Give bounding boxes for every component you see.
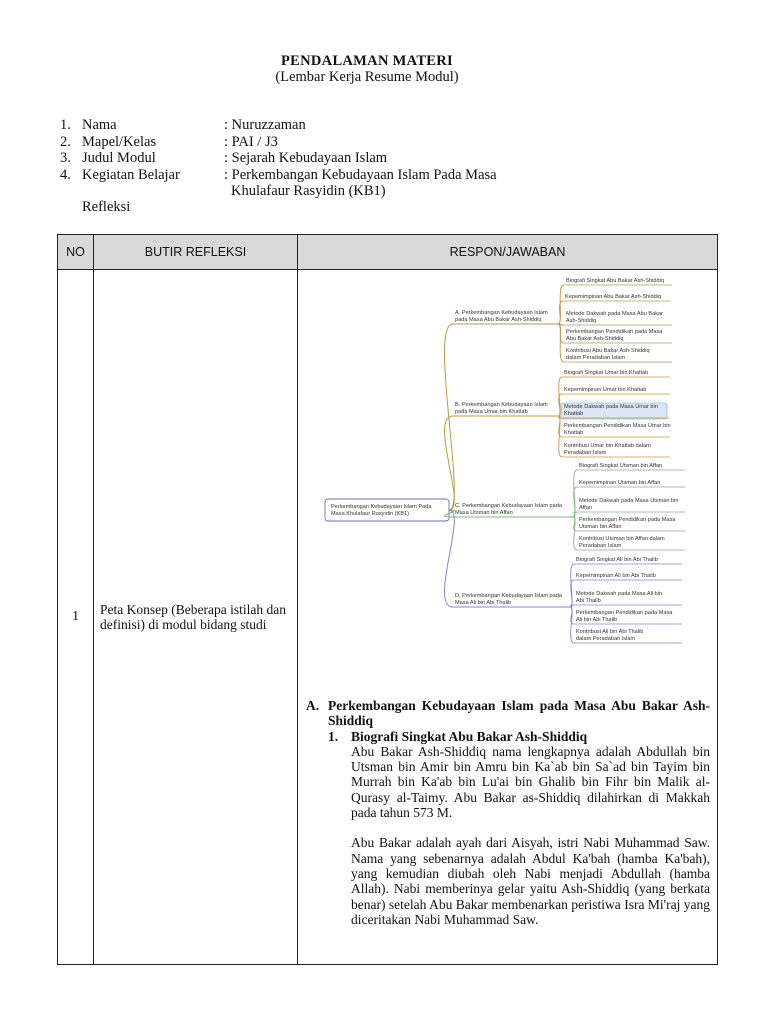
leaf-label: Kontribusi Abu Bakar Ash-Shiddiq dalam Peradaban Islam: [566, 348, 650, 361]
identity-list: [60, 117, 554, 200]
root-node: [325, 499, 449, 521]
section-marker: A.: [306, 698, 320, 713]
subsection-title: Biografi Singkat Abu Bakar Ash-Shiddiq: [351, 728, 588, 744]
subsection-heading: [328, 729, 710, 744]
leaf-label: Perkembangan Pendidikan pada Masa Abu Bakar Ash-Shiddiq: [566, 329, 663, 342]
section-heading: [306, 698, 710, 729]
field-value: [224, 167, 554, 200]
leaf-connector: [558, 285, 564, 324]
header-butir: BUTIR REFLEKSI: [94, 235, 298, 270]
table-row: [58, 270, 718, 965]
field-label: Mapel/Kelas: [82, 133, 157, 150]
identity-row-nama: [60, 117, 554, 134]
refleksi-heading: Refleksi: [82, 199, 131, 215]
leaf-label: Biografi Singkat Ali bin Abi Thalib: [576, 557, 658, 563]
leaf-connector: [558, 324, 564, 343]
identity-row-mapel: [60, 134, 554, 151]
leaf-connector: [573, 517, 577, 550]
identity-row-kegiatan: [60, 167, 554, 200]
leaf-label: Kepemimpinan Umar bin Khattab: [564, 387, 647, 393]
leaf-label: Kontribusi Ali bin Abi Thalib dalam Peradaban Islam: [576, 629, 644, 642]
row-response: [298, 270, 718, 965]
list-number: 4.: [60, 166, 71, 183]
field-value-line: Khulafaur Rasyidin (KB1): [231, 183, 386, 199]
list-number: 1.: [60, 117, 71, 133]
leaf-label: Kepemimpinan Ali bin Abi Thalib: [576, 573, 656, 579]
leaf-label: Perkembangan Pendidikan pada Masa Ali bin Abi Thalib: [576, 610, 673, 623]
branch-connector: [444, 510, 454, 607]
leaf-label: Biografi Singkat Utsman bin Affan: [579, 463, 663, 469]
leaf-label: Perkembangan Pendidikan pada Masa Utsman bin Affan: [579, 517, 676, 530]
leaf-label: Biografi Singkat Abu Bakar Ash-Shiddiq: [566, 278, 664, 284]
branch-label: C. Perkembangan Kebudayaan Islam pada Masa Utsman bin Affan: [455, 503, 562, 516]
document-subtitle: (Lembar Kerja Resume Modul): [275, 69, 459, 85]
leaf-label: Kepemimpinan Utsman bin Affan: [579, 480, 661, 486]
concept-map: [298, 270, 718, 690]
field-value-line: : Perkembangan Kebudayaan Islam Pada Masa: [224, 166, 497, 183]
reflection-table: [57, 234, 718, 965]
leaf-label: Metode Dakwah pada Masa Utsman bin Affan: [579, 498, 679, 511]
row-butir: Peta Konsep (Beberapa istilah dan definisi) di modul bidang studi: [94, 270, 298, 965]
leaf-label: Kontribusi Umar bin Khattab dalam Peradaban Islam: [564, 443, 651, 456]
leaf-label: Metode Dakwah pada Masa Umar bin Khattab: [564, 404, 658, 417]
document-title: PENDALAMAN MATERI: [281, 53, 453, 69]
leaf-label: Kontribusi Utsman bin Affan dalam Peradaban Islam: [579, 536, 665, 549]
paragraph: Abu Bakar Ash-Shiddiq nama lengkapnya adalah Abdullah bin Utsman bin Amir bin Amru bin Ka`ab bin Sa`ad bin Tayim bin Murrah bin Ka'ab bin Lu'ai bin Ghalib bin Fihr bin Malik al-Qurasy al-Taimy. Abu Bakar as-Shiddiq dilahirkan di Makkah pada tahun 573 M.: [351, 743, 710, 821]
field-label: Judul Modul: [82, 150, 156, 166]
list-number: 3.: [60, 150, 71, 166]
header-no: NO: [58, 235, 94, 270]
leaf-label: Metode Dakwah pada Masa Abu Bakar Ash-Shiddiq: [566, 311, 664, 324]
root-label: Perkembangan Kebudayaan Islam Pada Masa Khulafaur Rasyidin (KB1): [331, 504, 432, 517]
field-label: Nama: [82, 117, 117, 133]
identity-row-judul: [60, 150, 554, 167]
branch-label: B. Perkembangan Kebudayaan Islam pada Masa Umar bin Khattab: [455, 402, 548, 415]
row-number: 1: [58, 270, 94, 965]
leaf-label: Biografi Singkat Umar bin Khattab: [564, 370, 649, 376]
field-value: : Sejarah Kebudayaan Islam: [224, 150, 388, 166]
leaf-label: Perkembangan Pendidikan Masa Umar bin Khattab: [564, 423, 671, 436]
branch-label: A. Perkembangan Kebudayaan Islam pada Masa Abu Bakar Ash-Shiddiq: [455, 310, 548, 323]
subsection-marker: 1.: [328, 728, 339, 744]
section-title: Perkembangan Kebudayaan Islam pada Masa Abu Bakar Ash-Shiddiq: [328, 698, 710, 729]
field-label: Kegiatan Belajar: [82, 166, 180, 183]
branch-label: D. Perkembangan Kebudayaan Islam pada Masa Ali bin Abi Thalib: [455, 593, 562, 606]
leaf-label: Metode Dakwah pada Masa Ali bin Abi Thalib: [576, 591, 663, 604]
field-value: : Nuruzzaman: [224, 117, 306, 133]
response-text: [306, 698, 710, 927]
leaf-label: Kepemimpinan Abu Bakar Ash-Shiddiq: [565, 294, 662, 300]
paragraph: Abu Bakar adalah ayah dari Aisyah, istri Nabi Muhammad Saw. Nama yang sebenarnya adalah Abdul Ka'bah (hamba Ka'bah), yang kemudian diubah oleh Nabi menjadi Abdullah (hamba Allah). Nabi memberinya gelar yaitu Ash-Shiddiq (yang berkata benar) setelah Abu Bakar membenarkan peristiwa Isra Mi'raj yang diceritakan Nabi Muhammad Saw.: [351, 835, 710, 927]
field-value: : PAI / J3: [224, 133, 278, 150]
list-number: 2.: [60, 133, 71, 150]
header-respon: RESPON/JAWABAN: [298, 235, 718, 270]
table-header-row: [58, 235, 718, 270]
leaf-connector: [570, 607, 574, 643]
